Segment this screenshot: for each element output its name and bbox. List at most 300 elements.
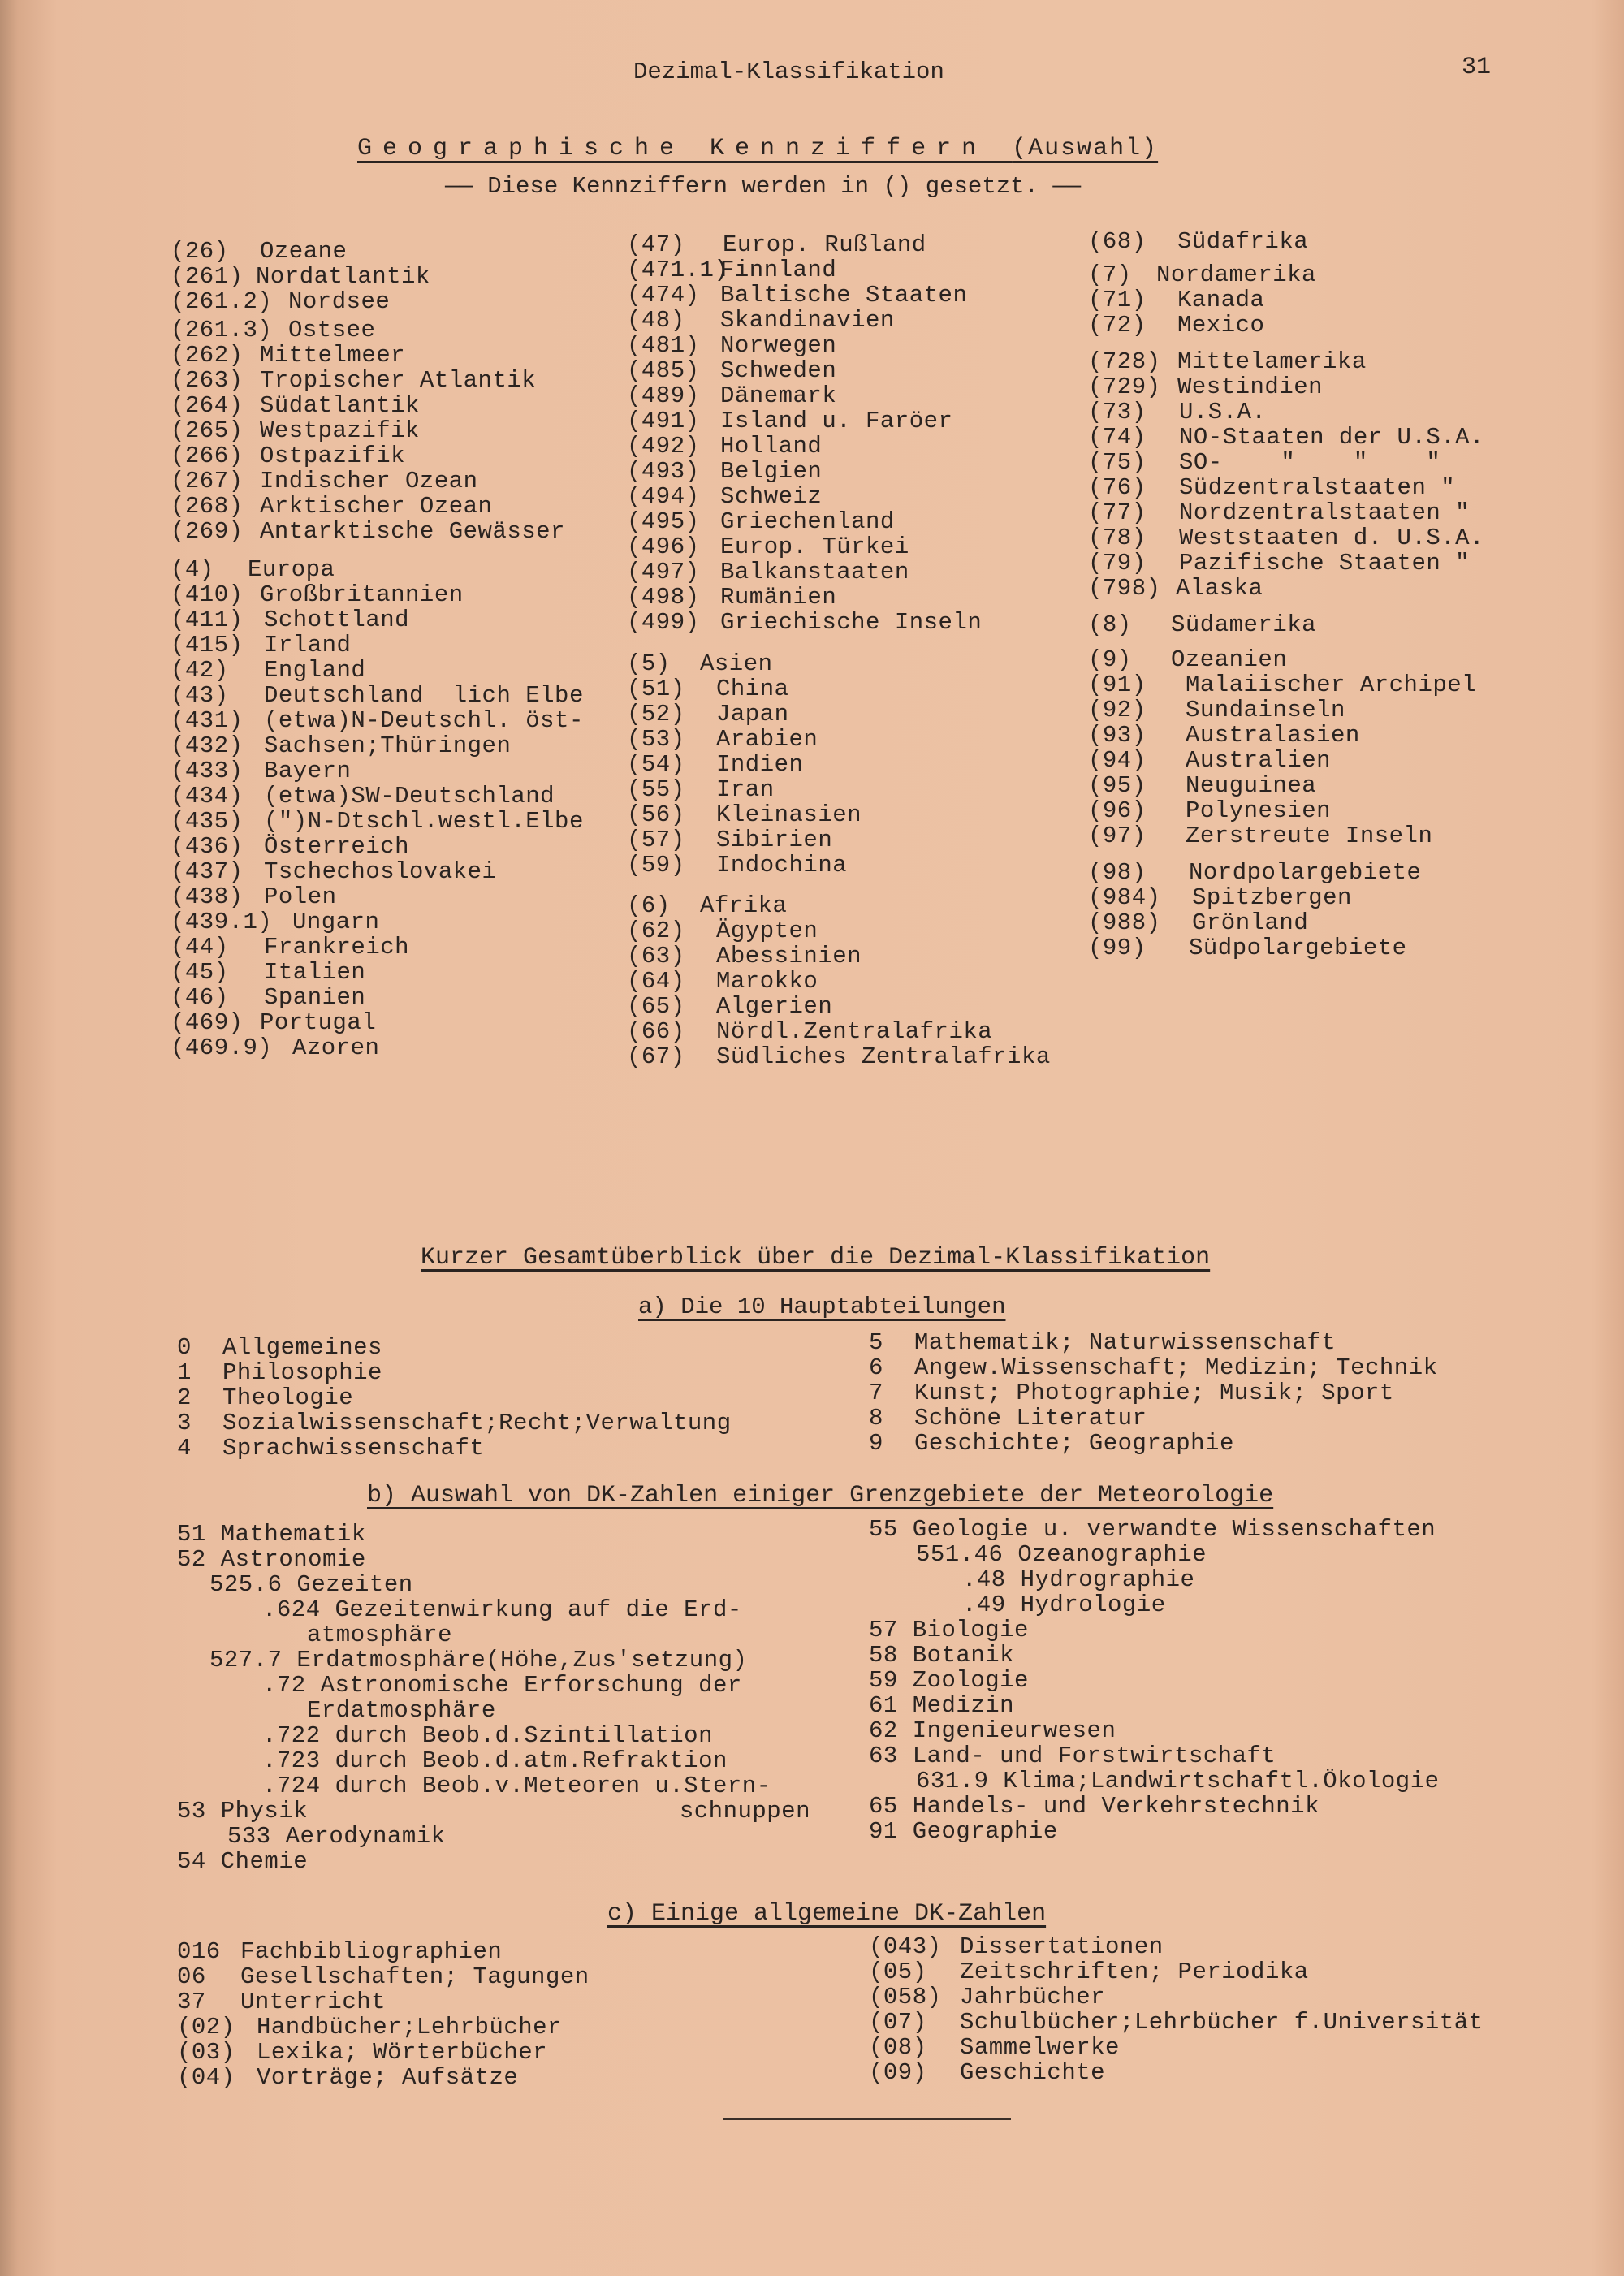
entry-code: (07) bbox=[869, 2009, 927, 2036]
entry-label: Tropischer Atlantik bbox=[260, 367, 537, 394]
list-item: 62 Ingenieurwesen bbox=[869, 1717, 1116, 1744]
list-item bbox=[177, 1410, 732, 1436]
list-item bbox=[171, 418, 584, 443]
list-item: 91 Geographie bbox=[869, 1818, 1058, 1845]
list-item: 63 Land- und Forstwirtschaft bbox=[869, 1743, 1276, 1769]
list-item bbox=[627, 969, 1051, 994]
entry-label: Marokko bbox=[716, 968, 818, 995]
entry-code: (261.2) bbox=[171, 288, 273, 315]
entry-code: (261.3) bbox=[171, 317, 273, 343]
entry-label: Mittelmeer bbox=[260, 342, 406, 369]
list-item bbox=[627, 727, 1051, 752]
list-item bbox=[1088, 647, 1484, 672]
running-title: Dezimal-Klassifikation bbox=[633, 58, 944, 85]
section-c-title: c) Einige allgemeine DK-Zahlen bbox=[607, 1900, 1047, 1928]
entry-label: Arktischer Ozean bbox=[260, 493, 493, 520]
entry-code: 2 bbox=[177, 1384, 192, 1411]
list-item bbox=[171, 809, 584, 834]
entry-code: (493) bbox=[627, 458, 700, 485]
list-item bbox=[1088, 525, 1484, 551]
list-item bbox=[627, 1044, 1051, 1069]
list-item: 55 Geologie u. verwandte Wissenschaften bbox=[869, 1516, 1436, 1543]
list-item bbox=[627, 827, 1051, 853]
entry-code: (489) bbox=[627, 382, 700, 409]
list-item bbox=[1088, 612, 1484, 637]
entry-label: Iran bbox=[716, 776, 775, 803]
list-item bbox=[171, 239, 584, 264]
entry-code: (64) bbox=[627, 968, 685, 995]
entry-code: (26) bbox=[171, 238, 229, 265]
list-item bbox=[177, 1939, 590, 1964]
entry-code: (75) bbox=[1088, 449, 1147, 476]
list-item bbox=[627, 257, 1051, 283]
list-item bbox=[171, 733, 584, 758]
list-item bbox=[171, 758, 584, 784]
list-item bbox=[869, 1406, 1438, 1431]
entry-label: Zeitschriften; Periodika bbox=[960, 1959, 1309, 1985]
entry-label: Dissertationen bbox=[960, 1933, 1164, 1960]
list-item bbox=[627, 651, 1051, 676]
list-item bbox=[627, 408, 1051, 434]
entry-code: (91) bbox=[1088, 672, 1147, 698]
entry-label: Indochina bbox=[716, 852, 848, 879]
section-a-title: a) Die 10 Hauptabteilungen bbox=[638, 1293, 1006, 1320]
entry-code: (474) bbox=[627, 282, 700, 309]
entry-code: (439.1) bbox=[171, 909, 273, 935]
entry-label: Jahrbücher bbox=[960, 1984, 1106, 2010]
list-item bbox=[627, 853, 1051, 878]
list-item: .722 durch Beob.d.Szintillation bbox=[262, 1722, 713, 1749]
entry-label: Großbritannien bbox=[260, 581, 464, 608]
entry-label: Neuguinea bbox=[1186, 772, 1317, 799]
entry-code: (67) bbox=[627, 1043, 685, 1070]
list-item bbox=[177, 2065, 590, 2090]
entry-code: (410) bbox=[171, 581, 244, 608]
entry-code: (434) bbox=[171, 783, 244, 810]
entry-label: 53 Physik bbox=[177, 1798, 309, 1825]
entry-code: (42) bbox=[171, 657, 229, 684]
list-item bbox=[627, 484, 1051, 509]
entry-code: (266) bbox=[171, 443, 244, 469]
geo-column-2 bbox=[627, 232, 1051, 1069]
entry-label: China bbox=[716, 676, 789, 702]
entry-code: 3 bbox=[177, 1410, 192, 1436]
entry-label: Spanien bbox=[264, 984, 366, 1011]
list-item bbox=[171, 784, 584, 809]
entry-label: Schulbücher;Lehrbücher f.Universität bbox=[960, 2009, 1484, 2036]
entry-label: Südafrika bbox=[1177, 228, 1309, 255]
list-item bbox=[627, 333, 1051, 358]
entry-code: (78) bbox=[1088, 525, 1147, 551]
entry-code: (492) bbox=[627, 433, 700, 460]
entry-code: (435) bbox=[171, 808, 244, 835]
entry-label: Südamerika bbox=[1171, 611, 1317, 638]
entry-code: (63) bbox=[627, 943, 685, 970]
entry-code: (058) bbox=[869, 1984, 942, 2010]
entry-label: Japan bbox=[716, 701, 789, 728]
list-item bbox=[171, 443, 584, 469]
entry-label: Tschechoslovakei bbox=[264, 858, 497, 885]
entry-code: (52) bbox=[627, 701, 685, 728]
entry-code: (495) bbox=[627, 508, 700, 535]
entry-label: Holland bbox=[720, 433, 823, 460]
entry-label: Baltische Staaten bbox=[720, 282, 968, 309]
entry-label: Polen bbox=[264, 883, 337, 910]
entry-label: Indischer Ozean bbox=[260, 468, 478, 495]
entry-label: Nördl.Zentralafrika bbox=[716, 1018, 993, 1045]
entry-label: Azoren bbox=[292, 1034, 380, 1061]
entry-code: (94) bbox=[1088, 747, 1147, 774]
list-item: 57 Biologie bbox=[869, 1617, 1029, 1643]
entry-label: Antarktische Gewässer bbox=[260, 518, 565, 545]
entry-code: (04) bbox=[177, 2064, 235, 2091]
entry-code: (415) bbox=[171, 632, 244, 659]
entry-label: Spitzbergen bbox=[1192, 884, 1352, 911]
entry-label: Sammelwerke bbox=[960, 2034, 1120, 2061]
list-item bbox=[1088, 551, 1484, 576]
list-item bbox=[171, 343, 584, 368]
entry-code: 06 bbox=[177, 1963, 206, 1990]
geo-column-3 bbox=[1088, 229, 1484, 961]
list-item bbox=[171, 469, 584, 494]
entry-code: (6) bbox=[627, 892, 671, 919]
entry-label: Sachsen;Thüringen bbox=[264, 732, 512, 759]
list-item bbox=[1088, 748, 1484, 773]
list-item: 631.9 Klima;Landwirtschaftl.Ökologie bbox=[916, 1768, 1440, 1794]
section-c-left bbox=[177, 1939, 590, 2090]
list-item bbox=[1088, 935, 1484, 961]
list-item bbox=[171, 582, 584, 607]
list-item bbox=[1088, 475, 1484, 500]
section-b-title: b) Auswahl von DK-Zahlen einiger Grenzgebiete der Meteorologie bbox=[367, 1482, 1274, 1509]
entry-label: (")N-Dtschl.westl.Elbe bbox=[264, 808, 584, 835]
entry-label: Nordamerika bbox=[1156, 261, 1316, 288]
list-item bbox=[171, 834, 584, 859]
entry-code: (043) bbox=[869, 1933, 942, 1960]
list-item bbox=[869, 1959, 1484, 1984]
entry-code: (55) bbox=[627, 776, 685, 803]
list-item bbox=[869, 1934, 1484, 1959]
list-item bbox=[869, 1431, 1438, 1456]
entry-label: Griechenland bbox=[720, 508, 895, 535]
entry-code: (437) bbox=[171, 858, 244, 885]
entry-code: (02) bbox=[177, 2014, 235, 2041]
list-item bbox=[1088, 823, 1484, 849]
entry-code: (74) bbox=[1088, 424, 1147, 451]
list-item bbox=[1088, 287, 1484, 313]
entry-code: (43) bbox=[171, 682, 229, 709]
entry-code: (411) bbox=[171, 607, 244, 633]
list-item bbox=[1088, 885, 1484, 910]
list-item: 533 Aerodynamik bbox=[227, 1823, 446, 1850]
list-item bbox=[627, 702, 1051, 727]
list-item bbox=[171, 683, 584, 708]
entry-label: Ostsee bbox=[288, 317, 376, 343]
geo-subtitle: —— Diese Kennziffern werden in () gesetzt. —— bbox=[445, 173, 1082, 200]
entry-label: Abessinien bbox=[716, 943, 862, 970]
entry-label: Schweden bbox=[720, 357, 837, 384]
entry-label: Südatlantik bbox=[260, 392, 420, 419]
entry-code: (73) bbox=[1088, 399, 1147, 425]
entry-code: (03) bbox=[177, 2039, 235, 2066]
entry-code: (97) bbox=[1088, 823, 1147, 849]
list-item: 65 Handels- und Verkehrstechnik bbox=[869, 1793, 1320, 1820]
entry-label: Algerien bbox=[716, 993, 833, 1020]
entry-code: (9) bbox=[1088, 646, 1132, 673]
end-rule bbox=[723, 2118, 1011, 2120]
entry-label: Ägypten bbox=[716, 918, 818, 944]
entry-label: SO- " " " bbox=[1179, 449, 1441, 476]
entry-code: (433) bbox=[171, 758, 244, 784]
entry-code: (984) bbox=[1088, 884, 1161, 911]
list-item bbox=[177, 1360, 732, 1385]
list-item bbox=[627, 283, 1051, 308]
section-b-right bbox=[869, 1517, 1440, 1844]
list-item bbox=[869, 1355, 1438, 1380]
entry-label: Fachbibliographien bbox=[240, 1938, 503, 1965]
list-item bbox=[627, 585, 1051, 610]
entry-code: (95) bbox=[1088, 772, 1147, 799]
list-item bbox=[627, 893, 1051, 918]
list-item: 59 Zoologie bbox=[869, 1667, 1029, 1694]
entry-code: 0 bbox=[177, 1334, 192, 1361]
entry-code: (729) bbox=[1088, 374, 1161, 400]
entry-code: (96) bbox=[1088, 797, 1147, 824]
list-item bbox=[171, 393, 584, 418]
list-item bbox=[627, 802, 1051, 827]
list-item bbox=[1088, 697, 1484, 723]
entry-code: (469) bbox=[171, 1009, 244, 1036]
list-item: 52 Astronomie bbox=[177, 1546, 366, 1573]
list-item bbox=[171, 658, 584, 683]
entry-code: (262) bbox=[171, 342, 244, 369]
list-item bbox=[177, 2040, 590, 2065]
entry-code: 5 bbox=[869, 1329, 883, 1356]
list-item bbox=[1088, 723, 1484, 748]
entry-code: 1 bbox=[177, 1359, 192, 1386]
entry-label: Pazifische Staaten " bbox=[1179, 550, 1471, 577]
list-item bbox=[171, 859, 584, 884]
list-item bbox=[627, 676, 1051, 702]
entry-label: Mittelamerika bbox=[1177, 348, 1367, 375]
list-item: 61 Medizin bbox=[869, 1692, 1015, 1719]
entry-label: Geschichte bbox=[960, 2059, 1106, 2086]
entry-label: Ozeanien bbox=[1171, 646, 1288, 673]
list-item bbox=[1088, 798, 1484, 823]
entry-label: Italien bbox=[264, 959, 366, 986]
list-item bbox=[627, 308, 1051, 333]
entry-code: (48) bbox=[627, 307, 685, 334]
entry-label: Frankreich bbox=[264, 934, 410, 961]
entry-label: Südzentralstaaten " bbox=[1179, 474, 1456, 501]
entry-label: Allgemeines bbox=[222, 1334, 382, 1361]
entry-code: (8) bbox=[1088, 611, 1132, 638]
entry-label: Gesellschaften; Tagungen bbox=[240, 1963, 590, 1990]
entry-label: Schweiz bbox=[720, 483, 823, 510]
entry-code: (728) bbox=[1088, 348, 1161, 375]
entry-code: (56) bbox=[627, 801, 685, 828]
entry-label: Malaiischer Archipel bbox=[1186, 672, 1477, 698]
entry-label: Ungarn bbox=[292, 909, 380, 935]
entry-code: (494) bbox=[627, 483, 700, 510]
entry-label: Island u. Faröer bbox=[720, 408, 953, 434]
entry-label: Sibirien bbox=[716, 827, 833, 853]
list-item bbox=[1088, 450, 1484, 475]
list-item: .48 Hydrographie bbox=[962, 1566, 1195, 1593]
list-item bbox=[627, 610, 1051, 635]
list-item: .724 durch Beob.v.Meteoren u.Stern- bbox=[262, 1773, 771, 1799]
list-item: 527.7 Erdatmosphäre(Höhe,Zus'setzung) bbox=[209, 1647, 748, 1674]
list-item bbox=[177, 1989, 590, 2015]
entry-code: (09) bbox=[869, 2059, 927, 2086]
entry-code: (988) bbox=[1088, 909, 1161, 936]
list-item bbox=[171, 607, 584, 633]
list-item bbox=[171, 960, 584, 985]
geo-column-1 bbox=[171, 239, 584, 1060]
list-item: Erdatmosphäre bbox=[307, 1697, 496, 1724]
list-item bbox=[869, 1380, 1438, 1406]
entry-label: Afrika bbox=[700, 892, 788, 919]
list-item bbox=[171, 909, 584, 935]
list-item bbox=[171, 264, 584, 289]
entry-code: (268) bbox=[171, 493, 244, 520]
list-item bbox=[869, 2010, 1484, 2035]
list-item bbox=[627, 944, 1051, 969]
entry-code: (261) bbox=[171, 263, 244, 290]
list-item: 525.6 Gezeiten bbox=[209, 1571, 413, 1598]
list-item bbox=[1088, 860, 1484, 885]
entry-label: Mathematik; Naturwissenschaft bbox=[914, 1329, 1337, 1356]
list-item bbox=[627, 232, 1051, 257]
entry-code: (481) bbox=[627, 332, 700, 359]
list-item bbox=[171, 289, 584, 314]
entry-code: 9 bbox=[869, 1430, 883, 1457]
entry-code: (51) bbox=[627, 676, 685, 702]
entry-code: (59) bbox=[627, 852, 685, 879]
list-item bbox=[1088, 349, 1484, 374]
entry-code: (491) bbox=[627, 408, 700, 434]
list-item: .72 Astronomische Erforschung der bbox=[262, 1672, 742, 1699]
entry-label: Europa bbox=[248, 556, 335, 583]
list-item bbox=[1088, 399, 1484, 425]
list-item bbox=[1088, 500, 1484, 525]
entry-code: (66) bbox=[627, 1018, 685, 1045]
entry-label: Mexico bbox=[1177, 312, 1265, 339]
list-item bbox=[177, 2015, 590, 2040]
entry-code: (485) bbox=[627, 357, 700, 384]
entry-code: (269) bbox=[171, 518, 244, 545]
entry-label: Vorträge; Aufsätze bbox=[257, 2064, 519, 2091]
list-item bbox=[171, 494, 584, 519]
entry-code: 37 bbox=[177, 1989, 206, 2015]
list-item bbox=[171, 935, 584, 960]
entry-code: (798) bbox=[1088, 575, 1161, 602]
entry-code: 4 bbox=[177, 1435, 192, 1462]
list-item bbox=[177, 1964, 590, 1989]
entry-label: Indien bbox=[716, 751, 804, 778]
list-item bbox=[171, 557, 584, 582]
entry-label: Philosophie bbox=[222, 1359, 382, 1386]
entry-code: (263) bbox=[171, 367, 244, 394]
section-a-left bbox=[177, 1335, 732, 1461]
entry-code: (7) bbox=[1088, 261, 1132, 288]
entry-label: Balkanstaaten bbox=[720, 559, 909, 585]
list-item bbox=[1088, 773, 1484, 798]
list-item bbox=[177, 1335, 732, 1360]
section-a-right bbox=[869, 1330, 1438, 1456]
entry-code: (77) bbox=[1088, 499, 1147, 526]
entry-label: Westpazifik bbox=[260, 417, 420, 444]
entry-label: NO-Staaten der U.S.A. bbox=[1179, 424, 1484, 451]
list-item: 54 Chemie bbox=[177, 1848, 309, 1875]
geo-section-title bbox=[357, 135, 1158, 162]
entry-code: 7 bbox=[869, 1380, 883, 1406]
entry-label: Südpolargebiete bbox=[1189, 935, 1407, 961]
list-item bbox=[177, 1799, 810, 1824]
entry-code: (497) bbox=[627, 559, 700, 585]
entry-code: (432) bbox=[171, 732, 244, 759]
entry-label: Nordzentralstaaten " bbox=[1179, 499, 1471, 526]
entry-code: (08) bbox=[869, 2034, 927, 2061]
list-item bbox=[627, 777, 1051, 802]
entry-label: Finnland bbox=[720, 257, 837, 283]
entry-label: Kanada bbox=[1177, 287, 1265, 313]
list-item: atmosphäre bbox=[307, 1622, 453, 1648]
list-item bbox=[869, 1330, 1438, 1355]
entry-code: (438) bbox=[171, 883, 244, 910]
entry-code: (4) bbox=[171, 556, 214, 583]
section-b-left bbox=[177, 1522, 810, 1874]
entry-label: Schottland bbox=[264, 607, 410, 633]
entry-label: Portugal bbox=[260, 1009, 377, 1036]
entry-label: Europ. Türkei bbox=[720, 533, 909, 560]
entry-code: 016 bbox=[177, 1938, 221, 1965]
entry-code: (471.1) bbox=[627, 257, 729, 283]
list-item bbox=[627, 1019, 1051, 1044]
entry-code: (45) bbox=[171, 959, 229, 986]
list-item bbox=[1088, 229, 1484, 254]
entry-code: (5) bbox=[627, 650, 671, 677]
entry-code: (57) bbox=[627, 827, 685, 853]
entry-label: Bayern bbox=[264, 758, 352, 784]
list-item bbox=[1088, 576, 1484, 601]
geo-title-suffix: (Auswahl) bbox=[1012, 135, 1159, 162]
entry-code: (72) bbox=[1088, 312, 1147, 339]
entry-label: Unterricht bbox=[240, 1989, 387, 2015]
list-item bbox=[627, 383, 1051, 408]
list-item bbox=[1088, 313, 1484, 338]
entry-code: (54) bbox=[627, 751, 685, 778]
entry-code: (267) bbox=[171, 468, 244, 495]
entry-code: 8 bbox=[869, 1405, 883, 1432]
entry-label: Sundainseln bbox=[1186, 697, 1345, 723]
list-item: .723 durch Beob.d.atm.Refraktion bbox=[262, 1747, 728, 1774]
geo-title-text: Geographische Kennziffern bbox=[357, 135, 987, 162]
list-item bbox=[171, 1010, 584, 1035]
entry-label: Irland bbox=[264, 632, 352, 659]
list-item bbox=[869, 2060, 1484, 2085]
entry-label: Ostpazifik bbox=[260, 443, 406, 469]
entry-code: (499) bbox=[627, 609, 700, 636]
list-item: 51 Mathematik bbox=[177, 1521, 366, 1548]
entry-label: Europ. Rußland bbox=[723, 231, 926, 258]
entry-code: (79) bbox=[1088, 550, 1147, 577]
entry-label: Lexika; Wörterbücher bbox=[257, 2039, 548, 2066]
entry-code: (99) bbox=[1088, 935, 1147, 961]
entry-label: U.S.A. bbox=[1179, 399, 1267, 425]
entry-label: Australien bbox=[1186, 747, 1332, 774]
entry-label: Ozeane bbox=[260, 238, 348, 265]
